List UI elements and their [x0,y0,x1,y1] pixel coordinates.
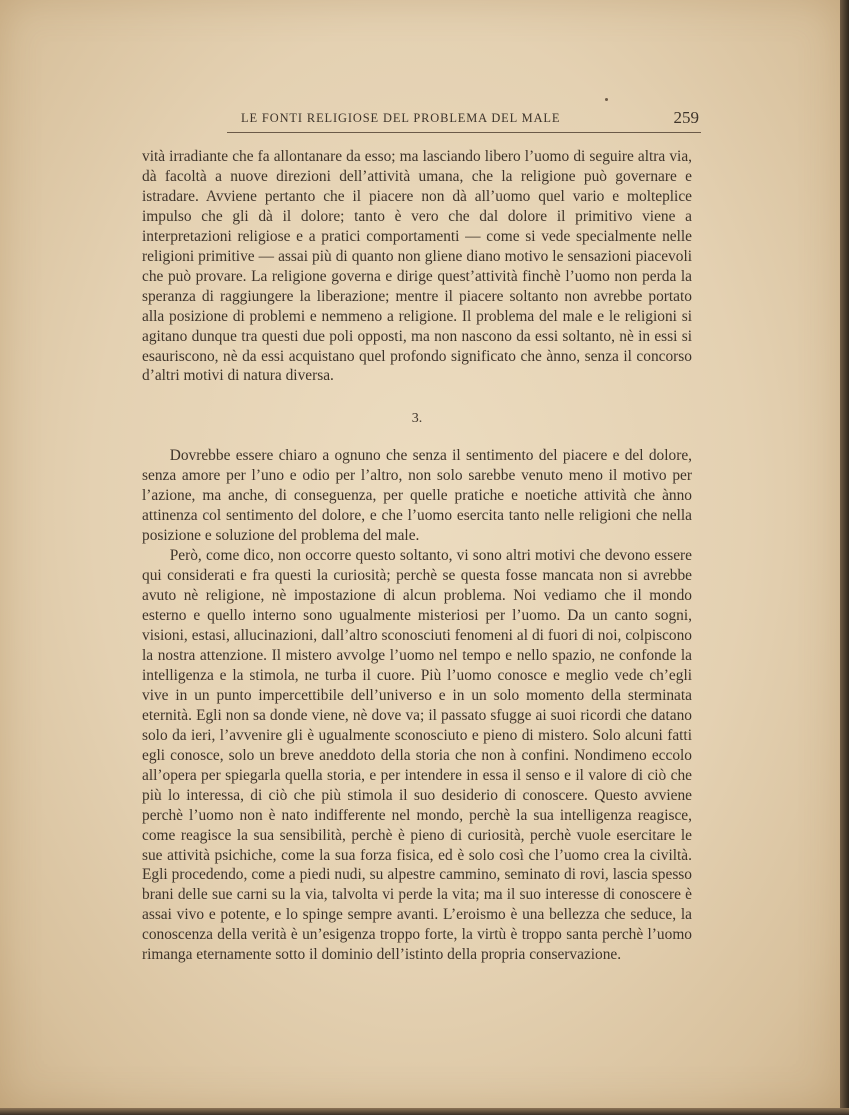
bottom-edge-shadow [0,1108,849,1115]
paragraph: Però, come dico, non occorre questo soltanto, vi sono altri motivi che devono essere qui considerati e fra questi la curiosità; perchè se questa fosse mancata non si avrebbe avuto nè religione, nè impostazione di alcun problema. Noi vediamo che il mondo esterno e quello interno sono ugualmente misteriosi per l’uomo. Da un canto sogni, visioni, estasi, allucinazioni, dall’altro sconosciuti fenomeni al di fuori di noi, colpiscono la nostra attenzione. Il mistero avvolge l’uomo nel tempo e nello spazio, ne confonde la intelligenza e la stimola, ne turba il cuore. Più l’uomo conosce e meglio vede ch’egli vive in un punto impercettibile dell’universo e in un solo momento della sterminata eternità. Egli non sa donde viene, nè dove va; il passato sfugge ai suoi ricordi che datano solo da ieri, l’avvenire gli è ugualmente sconosciuto e pieno di mistero. Solo alcuni fatti egli conosce, solo un breve aneddoto della storia che non à confini. Nondimeno eccolo all’opera per spiegarla quella storia, e per intendere in essa il senso e il valore di ciò che più lo interessa, di ciò che più stimola il suo desiderio di conoscere. Questo avviene perchè l’uomo non è nato indifferente nel mondo, perchè la sua intelligenza reagisce, come reagisce la sua sensibilità, perchè è pieno di curiosità, perchè vuole esercitare le sue attività psichiche, come la sua forza fisica, ed è solo così che l’uomo crea la civiltà. Egli procedendo, come a piedi nudi, su alpestre cammino, seminato di rovi, lascia spesso brani delle sue carni su la via, talvolta vi perde la vita; ma il suo interesse di conoscere è assai vivo e potente, e lo spinge sempre avanti. L’eroismo è una bellezza che seduce, la conoscenza della verità è un’esigenza troppo forte, la virtù è troppo santa perchè l’uomo rimanga eternamente sotto il dominio dell’istinto della propria conservazione. [142,547,692,964]
page-header [227,108,701,133]
paragraph-continued: vità irradiante che fa allontanare da esso; ma lasciando libero l’uomo di seguire altra via, dà facoltà a nuove direzioni dell’attività umana, che la religione può governare e istradare. Avviene pertanto che il piacere non dà all’uomo quel vario e molteplice impulso che gli dà il dolore; tanto è vero che dal dolore il primitivo viene a interpretazioni religiose e a pratici comportamenti — come si vede specialmente nelle religioni primitive — assai più di quanto non gliene diano motivo le sensazioni piacevoli che può provare. La religione governa e dirige quest’attività finchè l’uomo non perda la speranza di raggiungere la liberazione; mentre il piacere soltanto non avrebbe portato alla posizione di problemi e nemmeno a religione. Il problema del male e le religioni si agitano dunque tra questi due poli opposti, ma non nascono da essi soltanto, nè in essi si esauriscono, nè da essi acquistano quel profondo significato che ànno, senza il concorso d’altri motivi di natura diversa. [142,148,692,385]
paragraph: Dovrebbe essere chiaro a ognuno che senza il sentimento del piacere e del dolore, senza amore per l’uno e odio per l’altro, non solo sarebbe venuto meno il motivo per l’azione, ma anche, di conseguenza, per quelle pratiche e noetiche attività che ànno attinenza col sentimento del dolore, e che l’uomo esercita tanto nelle religioni che nella posizione e soluzione del problema del male. [142,447,692,545]
page-edge-shadow [840,0,849,1115]
body-text [142,147,692,965]
section-number: 3. [411,411,423,427]
page-number: 259 [673,108,699,127]
ink-speck [605,98,608,101]
running-title: LE FONTI RELIGIOSE DEL PROBLEMA DEL MALE [241,111,561,125]
